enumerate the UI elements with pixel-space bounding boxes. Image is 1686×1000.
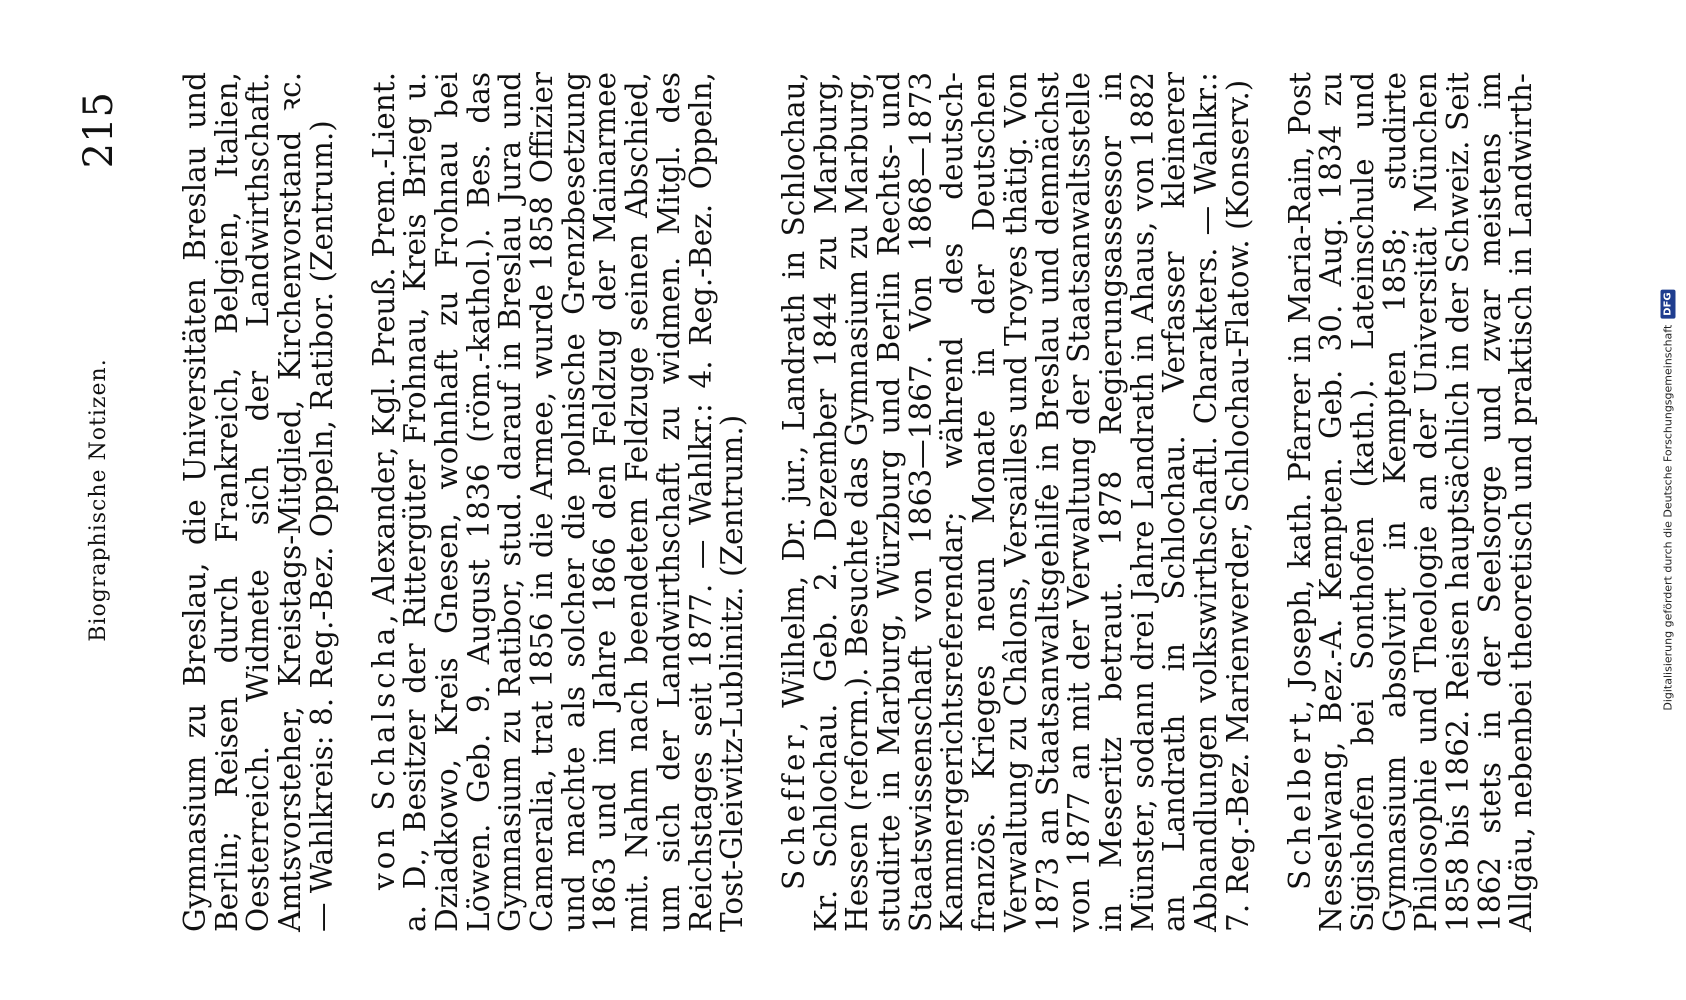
page-number: 215 [76, 92, 122, 169]
entry-text: , Wilhelm, Dr. jur., Landrath in Schlochau, Kr. Schlochau. Geb. 2. Dezember 1844 zu Marburg, Hessen (reform.). Besuchte das Gymnasium zu Marburg, studirte in Marburg, Würzburg und Berlin Rechts- und Staatswissenschaft von 1863—1867. Von 1868—1873 Kammergerichtsreferendar; während des deutsch-französ. Krieges neun Monate in der Deutschen Verwaltung zu Châlons, Versailles und Troyes thätig. Von 1873 an Staatsanwaltsgehilfe in Breslau und demnächst von 1877 an mit der Verwaltung der Staatsanwaltsstelle in Meseritz betraut. 1878 Regierungsassessor in Münster, sodann drei Jahre Landrath in Ahaus, von 1882 an Landrath in Schlochau. Verfasser kleinerer Abhandlungen volkswirthschaftl. Charakters. — Wahlkr.: 7. Reg.-Bez. Marienwerder, Schlochau-Flatow. (Konserv.) [776, 72, 1255, 932]
entry-schalscha [366, 72, 750, 932]
entry-name: von Schalscha [366, 623, 401, 890]
entry-text: , Joseph, kath. Pfarrer in Maria-Rain, Post Nesselwang, Bez.-A. Kempten. Geb. 30. Aug. 1834 zu Sigishofen bei Sonthofen (kath.). Lateinschule und Gymnasium absolvirt in Kempten 1858; studirte Philosophie und Theologie an der Universität München 1858 bis 1862. Reisen hauptsächlich in der Schweiz. Seit 1862 stets in der Seelsorge und zwar meistens im Allgäu, nebenbei theoretisch und praktisch in Landwirth- [1282, 72, 1539, 932]
dfg-logo-icon: DFG [1661, 289, 1676, 318]
entry-scheffer [776, 72, 1255, 932]
entry-schelbert [1282, 72, 1539, 932]
page-body [178, 72, 1539, 932]
entry-name: Scheffer [776, 731, 811, 890]
running-head [76, 50, 140, 950]
paragraph-continuation [180, 72, 339, 932]
entry-name: Schelbert [1282, 709, 1317, 890]
paragraph-text: Gymnasium zu Breslau, die Universitäten Breslau und Berlin; Reisen durch Frankreich, Belgien, Italien, Oesterreich. Widmete sich der Landwirthschaft. Amtsvorsteher, Kreistags-Mitglied, Kirchenvorstand ꝛc. — Wahlkreis: 8. Reg.-Bez. Oppeln, Ratibor. (Zentrum.) [178, 72, 339, 932]
credit-text: Digitalisierung gefördert durch die Deutsche Forschungsgemeinschaft [1661, 324, 1675, 711]
rotated-page [76, 50, 1580, 950]
running-title: Biographische Notizen. [86, 358, 111, 642]
entry-text: , Alexander, Kgl. Preuß. Prem.-Lient. a. D., Besitzer der Rittergüter Frohnau, Kreis Brieg u. Dziadkowo, Kreis Gnesen, wohnhaft zu Frohnau bei Löwen. Geb. 9. August 1836 (röm.-kathol.). Bes. das Gymnasium zu Ratibor, stud. darauf in Breslau Jura und Cameralia, trat 1856 in die Armee, wurde 1858 Offizier und machte als solcher die polnische Grenzbesetzung 1863 und im Jahre 1866 den Feldzug der Mainarmee mit. Nahm nach beendetem Feldzuge seinen Abschied, um sich der Landwirthschaft zu widmen. Mitgl. des Reichstages seit 1877. — Wahlkr.: 4. Reg.-Bez. Oppeln, Tost-Gleiwitz-Lublinitz. (Zentrum.) [366, 72, 750, 932]
